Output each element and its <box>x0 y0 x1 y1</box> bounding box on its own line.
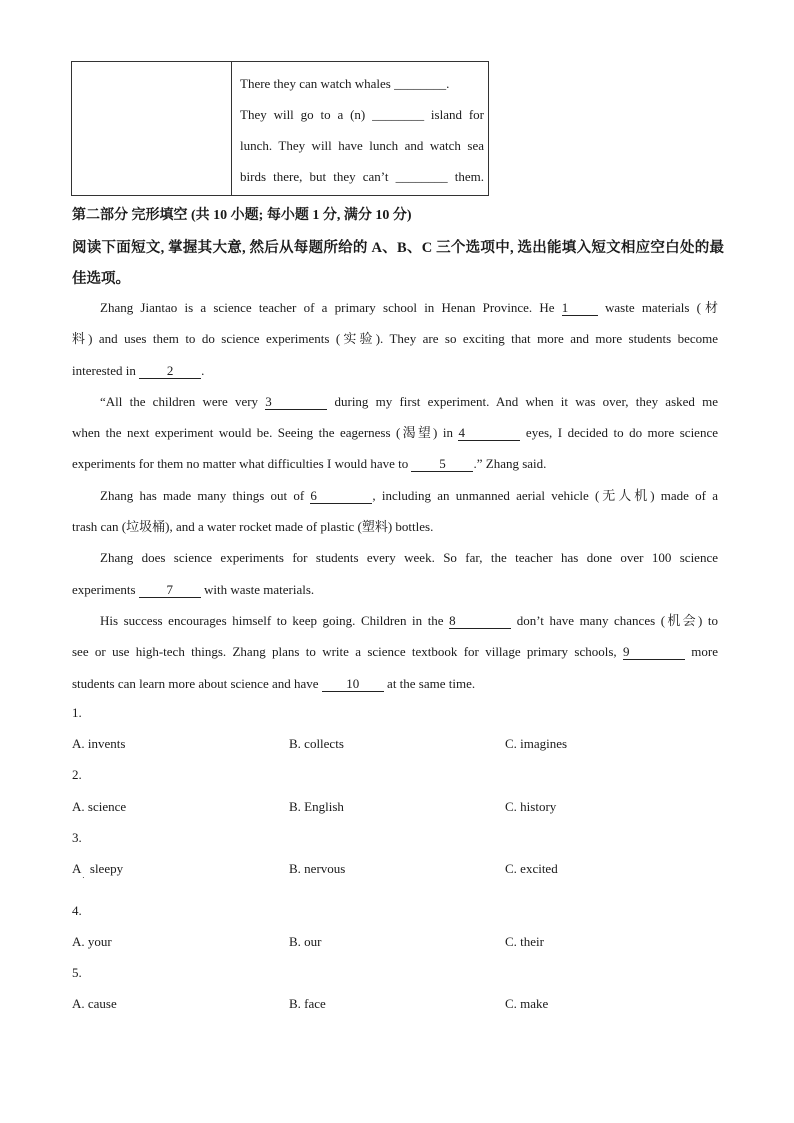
section-title: 第二部分 完形填空 (共 10 小题; 每小题 1 分, 满分 10 分) <box>72 208 412 223</box>
question-number: 3. <box>72 830 82 845</box>
text: . <box>201 362 205 378</box>
option-c[interactable]: C. make <box>505 996 549 1011</box>
text: more <box>684 644 719 660</box>
table-line: birds there, but they can’t ________ them. <box>240 169 484 184</box>
table-line: There they can watch whales ________. <box>240 76 450 91</box>
question-number: 4. <box>72 903 82 918</box>
text: when the next experiment would be. Seeing the eagerness (渴望) in <box>72 425 459 441</box>
option-text: sleepy <box>89 861 124 876</box>
passage-line <box>72 574 718 605</box>
text: students can learn more about science and have <box>72 675 322 691</box>
cloze-passage <box>72 292 718 699</box>
option-b[interactable]: B. face <box>289 996 326 1011</box>
passage-line: trash can (垃圾桶), and a water rocket made of plastic (塑料) bottles. <box>72 519 434 535</box>
text: experiments <box>72 581 139 597</box>
blank-3: 3 <box>265 395 327 410</box>
passage-line <box>72 417 718 448</box>
table-divider <box>231 62 232 195</box>
passage-line: 料) and uses them to do science experiments (实验). They are so exciting that more and more students become <box>72 331 718 347</box>
passage-line <box>72 668 718 699</box>
text: during my first experiment. And when it was over, they asked me <box>327 393 718 409</box>
option-b[interactable]: B. English <box>289 799 344 814</box>
blank-5: 5 <box>411 457 473 472</box>
blank-8: 8 <box>449 614 511 629</box>
text: Zhang Jiantao is a science teacher of a primary school in Henan Province. He <box>100 300 562 315</box>
text: at the same time. <box>383 675 476 691</box>
section-instructions: 阅读下面短文, 掌握其大意, 然后从每题所给的 A、B、C 三个选项中, 选出能填入短文相应空白处的最佳选项。 <box>72 240 724 287</box>
table-right-cell <box>240 74 484 198</box>
passage-line <box>72 448 718 479</box>
passage-line: Zhang does science experiments for students every week. So far, the teacher has done over 100 science <box>100 550 718 566</box>
question-number: 1. <box>72 705 82 720</box>
blank-1: 1 <box>562 301 598 316</box>
text: “All the children were very <box>100 393 266 409</box>
text: interested in <box>72 362 140 378</box>
option-b[interactable]: B. our <box>289 934 322 949</box>
option-letter: A <box>72 861 82 876</box>
option-b[interactable]: B. collects <box>289 736 344 751</box>
option-c[interactable]: C. excited <box>505 861 558 876</box>
blank-4: 4 <box>458 426 520 441</box>
dot-mark: . <box>82 871 85 880</box>
text: His success encourages himself to keep going. Children in the <box>100 612 450 628</box>
text: , including an unmanned aerial vehicle (无人机) made of a <box>372 487 718 503</box>
option-a[interactable]: A. cause <box>72 996 117 1011</box>
option-c[interactable]: C. their <box>505 934 544 949</box>
option-a[interactable]: A. invents <box>72 736 126 751</box>
passage-line <box>72 292 718 323</box>
text: with waste materials. <box>200 581 315 597</box>
text: see or use high-tech things. Zhang plans to write a science textbook for village primary schools, <box>72 644 623 660</box>
blank-10: 10 <box>322 677 384 692</box>
blank-2: 2 <box>139 364 201 379</box>
passage-line <box>72 480 718 511</box>
text: experiments for them no matter what difficulties I would have to <box>72 456 412 472</box>
passage-line <box>72 636 718 667</box>
blank-6: 6 <box>310 489 372 504</box>
option-a[interactable]: A. science <box>72 799 127 814</box>
option-c[interactable]: C. history <box>505 799 557 814</box>
table-line: They will go to a (n) ________ island for <box>240 107 484 122</box>
passage-line <box>72 386 718 417</box>
option-a[interactable]: A. your <box>72 934 112 949</box>
table-line: lunch. They will have lunch and watch sea <box>240 138 484 153</box>
option-c[interactable]: C. imagines <box>505 736 568 751</box>
text: .” Zhang said. <box>473 456 547 472</box>
text: don’t have many chances (机会) to <box>511 612 718 628</box>
text: waste materials (材 <box>597 300 718 315</box>
info-table <box>71 61 489 196</box>
blank-7: 7 <box>139 583 201 598</box>
text: eyes, I decided to do more science <box>520 425 718 441</box>
question-number: 2. <box>72 767 82 782</box>
text: Zhang has made many things out of <box>100 487 311 503</box>
question-number: 5. <box>72 965 82 980</box>
passage-line <box>72 605 718 636</box>
passage-line <box>72 355 718 386</box>
blank-9: 9 <box>623 645 685 660</box>
option-b[interactable]: B. nervous <box>289 861 346 876</box>
option-a[interactable] <box>72 861 124 880</box>
